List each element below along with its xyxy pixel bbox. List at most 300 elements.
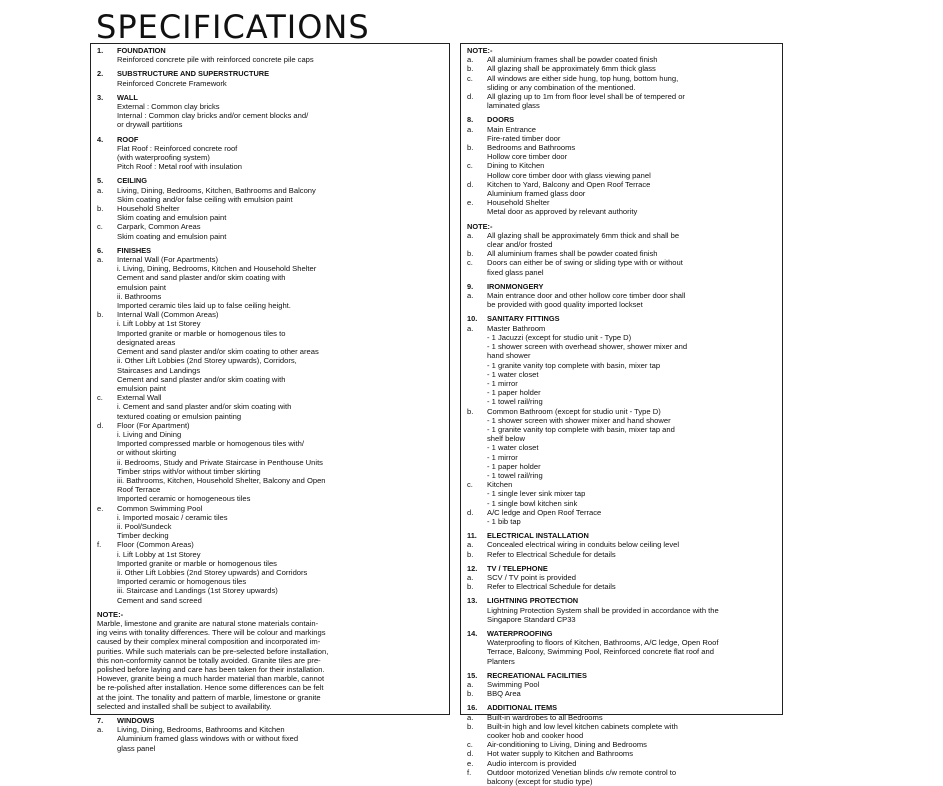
item-letter: a. xyxy=(467,230,474,240)
section-number: 13. xyxy=(467,596,478,606)
item-letter: f. xyxy=(467,767,472,777)
list-item xyxy=(467,499,776,508)
item-text: Imported granite or marble or homogenous tiles xyxy=(117,558,277,568)
item-letter xyxy=(467,453,487,462)
text-line: Internal : Common clay bricks and/or cement blocks and/ xyxy=(117,111,309,121)
item-letter xyxy=(97,283,117,292)
item-letter xyxy=(467,416,487,425)
item-text: iii. Staircase and Landings (1st Storey upwards) xyxy=(117,586,278,596)
lightning-section xyxy=(467,596,776,624)
note-heading: NOTE:- xyxy=(97,609,124,619)
item-letter xyxy=(97,586,117,595)
list-item xyxy=(467,777,776,786)
section-title: ELECTRICAL INSTALLATION xyxy=(487,531,589,541)
item-letter xyxy=(97,476,117,485)
list-item xyxy=(467,361,776,370)
item-text: ii. Other Lift Lobbies (2nd Storey upwards) and Corridors xyxy=(117,567,308,577)
item-letter xyxy=(97,264,117,273)
item-letter xyxy=(467,207,487,216)
item-text: - 1 towel rail/ring xyxy=(487,470,543,480)
list-item xyxy=(467,198,776,207)
item-letter xyxy=(97,458,117,467)
item-letter xyxy=(97,402,117,411)
item-text: - 1 towel rail/ring xyxy=(487,397,543,407)
item-letter xyxy=(97,213,117,222)
list-item xyxy=(467,480,776,489)
item-text: cooker hob and cooker hood xyxy=(487,731,584,741)
list-item xyxy=(97,430,441,439)
text-line: Terrace, Balcony, Swimming Pool, Reinforced concrete flat roof and xyxy=(487,647,714,657)
section-heading xyxy=(467,703,776,712)
list-item xyxy=(467,379,776,388)
section-number: 6. xyxy=(97,245,104,255)
list-item xyxy=(467,291,776,300)
list-item xyxy=(467,161,776,170)
window-note-section xyxy=(467,46,776,110)
section-number: 15. xyxy=(467,670,478,680)
item-text: Doors can either be of swing or sliding type with or without xyxy=(487,258,683,268)
item-text: Household Shelter xyxy=(117,204,180,214)
list-item xyxy=(97,222,441,231)
item-text: Main Entrance xyxy=(487,124,536,134)
list-item xyxy=(97,204,441,213)
item-letter: b. xyxy=(467,64,474,74)
item-text: be provided with good quality imported lockset xyxy=(487,300,643,310)
item-letter xyxy=(467,171,487,180)
item-letter xyxy=(467,83,487,92)
list-item xyxy=(467,370,776,379)
text-line: Waterproofing to floors of Kitchen, Bathrooms, A/C ledge, Open Roof xyxy=(487,638,719,648)
item-text: ii. Bedrooms, Study and Private Staircase in Penthouse Units xyxy=(117,457,323,467)
list-item xyxy=(97,213,441,222)
section-title: CEILING xyxy=(117,176,147,186)
list-item xyxy=(467,342,776,351)
list-item xyxy=(467,722,776,731)
item-letter: d. xyxy=(467,507,474,517)
item-letter xyxy=(97,430,117,439)
item-letter xyxy=(97,301,117,310)
section-heading xyxy=(467,596,776,605)
item-letter xyxy=(467,101,487,110)
item-letter: b. xyxy=(467,406,474,416)
list-item xyxy=(467,92,776,101)
list-item xyxy=(97,273,441,282)
text-line: (with waterproofing system) xyxy=(117,153,210,163)
list-item xyxy=(467,388,776,397)
item-text: i. Imported mosaic / ceramic tiles xyxy=(117,512,228,522)
left-column xyxy=(90,43,450,753)
spec-3-section xyxy=(97,93,441,130)
item-text: - 1 Jacuzzi (except for studio unit - Type D) xyxy=(487,332,632,342)
list-item xyxy=(97,301,441,310)
item-letter xyxy=(97,513,117,522)
item-text: Hollow core timber door xyxy=(487,152,568,162)
water-section xyxy=(467,629,776,666)
item-text: Hot water supply to Kitchen and Bathrooms xyxy=(487,749,634,759)
item-text: Common Swimming Pool xyxy=(117,503,203,513)
item-letter: c. xyxy=(97,393,103,403)
note-line: selected and installed shall be subject to availability. xyxy=(97,701,272,711)
item-letter: a. xyxy=(467,323,474,333)
list-item xyxy=(97,458,441,467)
item-text: - 1 granite vanity top complete with basin, mixer tap xyxy=(487,360,661,370)
item-text: sliding or any combination of the mentioned. xyxy=(487,82,636,92)
item-letter: a. xyxy=(97,725,104,735)
item-letter: c. xyxy=(467,161,473,171)
text-line: Lightning Protection System shall be provided in accordance with the xyxy=(487,605,719,615)
item-text: Household Shelter xyxy=(487,198,550,208)
item-text: Common Bathroom (except for studio unit - Type D) xyxy=(487,406,661,416)
item-text: - 1 water closet xyxy=(487,443,539,453)
item-text: Master Bathroom xyxy=(487,323,546,333)
item-text: Skim coating and emulsion paint xyxy=(117,213,227,223)
text-line: Planters xyxy=(487,656,515,666)
list-item xyxy=(97,577,441,586)
item-text: Audio intercom is provided xyxy=(487,758,577,768)
list-item xyxy=(467,573,776,582)
list-item xyxy=(467,731,776,740)
list-item xyxy=(97,504,441,513)
item-text: ii. Bathrooms xyxy=(117,291,162,301)
item-text: All aluminium frames shall be powder coated finish xyxy=(487,55,658,65)
text-line: or drywall partitions xyxy=(117,120,183,130)
item-text: Imported ceramic tiles laid up to false ceiling height. xyxy=(117,301,291,311)
item-text: emulsion paint xyxy=(117,282,166,292)
list-item xyxy=(97,232,441,241)
item-letter: b. xyxy=(467,582,474,592)
item-text: Refer to Electrical Schedule for details xyxy=(487,549,616,559)
list-item xyxy=(467,324,776,333)
electrical-section xyxy=(467,531,776,559)
item-text: Imported ceramic or homogenous tiles xyxy=(117,577,247,587)
doors-section xyxy=(467,115,776,216)
list-item xyxy=(467,249,776,258)
item-text: or without skirting xyxy=(117,448,177,458)
note-heading: NOTE:- xyxy=(467,221,493,231)
item-letter xyxy=(467,388,487,397)
list-item xyxy=(467,74,776,83)
item-letter: e. xyxy=(97,503,104,513)
item-text: Air-conditioning to Living, Dining and Bedrooms xyxy=(487,740,647,750)
list-item xyxy=(97,402,441,411)
item-letter xyxy=(97,292,117,301)
item-letter xyxy=(97,412,117,421)
item-text: - 1 mirror xyxy=(487,452,518,462)
list-item xyxy=(467,300,776,309)
item-letter: d. xyxy=(97,420,104,430)
list-item xyxy=(467,125,776,134)
item-letter: b. xyxy=(467,721,474,731)
item-letter xyxy=(467,777,487,786)
section-heading xyxy=(97,176,441,185)
item-text: Imported ceramic or homogeneous tiles xyxy=(117,494,251,504)
item-letter xyxy=(467,471,487,480)
item-letter: a. xyxy=(467,540,474,550)
list-item xyxy=(467,550,776,559)
section-title: ADDITIONAL ITEMS xyxy=(487,703,558,713)
item-letter xyxy=(97,531,117,540)
list-item xyxy=(467,258,776,267)
item-text: A/C ledge and Open Roof Terrace xyxy=(487,507,602,517)
item-text: All aluminium frames shall be powder coated finish xyxy=(487,249,658,259)
spec-5-section xyxy=(97,176,441,240)
list-item xyxy=(467,749,776,758)
item-letter: d. xyxy=(467,179,474,189)
item-letter xyxy=(467,300,487,309)
item-letter xyxy=(467,268,487,277)
item-text: hand shower xyxy=(487,351,531,361)
list-item xyxy=(467,231,776,240)
item-text: Outdoor motorized Venetian blinds c/w remote control to xyxy=(487,767,677,777)
note-line: Marble, limestone and granite are natural stone materials contain- xyxy=(97,618,319,628)
right-column xyxy=(460,43,783,786)
list-item xyxy=(97,725,441,734)
spec-6-section xyxy=(97,246,441,605)
item-text: External Wall xyxy=(117,393,162,403)
item-letter xyxy=(97,485,117,494)
list-item xyxy=(467,83,776,92)
section-number: 14. xyxy=(467,628,478,638)
item-text: All glazing up to 1m from floor level shall be of tempered or xyxy=(487,92,685,102)
list-item xyxy=(97,338,441,347)
item-text: All glazing shall be approximately 6mm thick glass xyxy=(487,64,656,74)
item-letter xyxy=(97,568,117,577)
item-text: Built-in wardrobes to all Bedrooms xyxy=(487,712,603,722)
item-letter: c. xyxy=(467,73,473,83)
text-line: Pitch Roof : Metal roof with insulation xyxy=(117,162,242,172)
list-item xyxy=(97,522,441,531)
item-letter xyxy=(467,397,487,406)
item-text: fixed glass panel xyxy=(487,267,544,277)
item-letter: e. xyxy=(467,758,474,768)
list-item xyxy=(97,531,441,540)
item-letter: a. xyxy=(467,680,474,689)
item-letter xyxy=(97,577,117,586)
item-text: Refer to Electrical Schedule for details xyxy=(487,582,616,592)
item-letter xyxy=(467,425,487,434)
item-text: i. Cement and sand plaster and/or skim coating with xyxy=(117,402,292,412)
item-text: Fire-rated timber door xyxy=(487,133,561,143)
list-item xyxy=(97,467,441,476)
list-item xyxy=(97,421,441,430)
note-line: caused by their complex mineral composition and incorporated im- xyxy=(97,637,321,647)
door-note-section xyxy=(467,222,776,277)
item-text: - 1 bib tap xyxy=(487,516,521,526)
item-text: Skim coating and emulsion paint xyxy=(117,231,227,241)
item-text: Living, Dining, Bedrooms, Bathrooms and Kitchen xyxy=(117,725,285,735)
item-text: Aluminium framed glass windows with or without fixed xyxy=(117,734,299,744)
text-line: Reinforced concrete pile with reinforced concrete pile caps xyxy=(117,55,314,65)
item-letter: a. xyxy=(467,55,474,65)
list-item xyxy=(467,540,776,549)
text-line: Singapore Standard CP33 xyxy=(487,614,576,624)
item-text: Metal door as approved by relevant authority xyxy=(487,207,638,217)
list-item xyxy=(97,329,441,338)
item-text: Kitchen xyxy=(487,480,513,490)
section-heading xyxy=(97,69,441,78)
list-item xyxy=(467,434,776,443)
item-text: Bedrooms and Bathrooms xyxy=(487,143,576,153)
list-item xyxy=(467,471,776,480)
item-letter xyxy=(467,499,487,508)
section-number: 10. xyxy=(467,314,478,324)
item-letter xyxy=(97,384,117,393)
item-text: ii. Other Lift Lobbies (2nd Storey upwards), Corridors, xyxy=(117,356,297,366)
item-letter xyxy=(467,189,487,198)
item-letter xyxy=(97,522,117,531)
section-heading xyxy=(467,671,776,680)
list-item xyxy=(97,744,441,753)
list-item xyxy=(467,582,776,591)
list-item xyxy=(467,171,776,180)
item-text: Staircases and Landings xyxy=(117,365,201,375)
item-letter: d. xyxy=(467,92,474,102)
item-letter: b. xyxy=(467,549,474,559)
section-number: 12. xyxy=(467,563,478,573)
item-text: - 1 water closet xyxy=(487,369,539,379)
section-number: 4. xyxy=(97,134,104,144)
section-title: FOUNDATION xyxy=(117,46,166,55)
list-item xyxy=(97,513,441,522)
section-title: WINDOWS xyxy=(117,716,155,726)
item-text: laminated glass xyxy=(487,101,540,111)
iron-section xyxy=(467,282,776,310)
list-item xyxy=(467,143,776,152)
item-text: Aluminium framed glass door xyxy=(487,189,586,199)
item-letter xyxy=(467,434,487,443)
item-text: textured coating or emulsion painting xyxy=(117,411,242,421)
item-text: Internal Wall (For Apartments) xyxy=(117,255,218,265)
list-item xyxy=(467,134,776,143)
list-item xyxy=(97,734,441,743)
item-text: i. Living, Dining, Bedrooms, Kitchen and Household Shelter xyxy=(117,264,317,274)
section-heading xyxy=(467,629,776,638)
item-letter xyxy=(97,319,117,328)
item-letter xyxy=(97,494,117,503)
section-title: LIGHTNING PROTECTION xyxy=(487,596,579,606)
section-title: RECREATIONAL FACILITIES xyxy=(487,670,587,680)
list-item xyxy=(97,448,441,457)
spec-2-section xyxy=(97,69,441,87)
item-letter xyxy=(97,448,117,457)
item-letter xyxy=(97,356,117,365)
list-item xyxy=(467,680,776,689)
item-text: - 1 shower screen with overhead shower, shower mixer and xyxy=(487,342,688,352)
item-letter xyxy=(467,351,487,360)
list-item xyxy=(467,416,776,425)
item-text: - 1 single lever sink mixer tap xyxy=(487,489,586,499)
item-letter xyxy=(97,366,117,375)
item-letter xyxy=(467,152,487,161)
list-item xyxy=(97,366,441,375)
note-line: this non-conformity cannot be totally avoided. Granite tiles are pre- xyxy=(97,655,321,665)
item-text: iii. Bathrooms, Kitchen, Household Shelter, Balcony and Open xyxy=(117,475,326,485)
item-letter xyxy=(97,439,117,448)
page-title: SPECIFICATIONS xyxy=(96,8,370,46)
item-text: - 1 single bowl kitchen sink xyxy=(487,498,578,508)
section-number: 11. xyxy=(467,531,477,541)
list-item xyxy=(97,476,441,485)
item-letter: a. xyxy=(467,572,474,582)
item-text: Kitchen to Yard, Balcony and Open Roof Terrace xyxy=(487,179,651,189)
item-letter xyxy=(97,467,117,476)
item-letter xyxy=(97,734,117,743)
item-letter xyxy=(97,559,117,568)
item-text: Swimming Pool xyxy=(487,680,540,689)
section-title: SUBSTRUCTURE AND SUPERSTRUCTURE xyxy=(117,69,270,79)
list-item xyxy=(97,485,441,494)
item-text: - 1 granite vanity top complete with basin, mixer tap and xyxy=(487,424,675,434)
section-heading xyxy=(97,246,441,255)
section-title: IRONMONGERY xyxy=(487,281,544,291)
item-text: Internal Wall (Common Areas) xyxy=(117,310,219,320)
item-letter xyxy=(97,550,117,559)
item-text: clear and/or frosted xyxy=(487,240,553,250)
list-item xyxy=(97,568,441,577)
item-letter xyxy=(467,517,487,526)
recreation-section xyxy=(467,671,776,699)
note-line: However, granite being a much harder material than marble, cannot xyxy=(97,674,325,684)
note-line: polished before laying and care has been taken for their installation. xyxy=(97,665,325,674)
item-letter: a. xyxy=(467,291,474,301)
item-letter: d. xyxy=(467,749,474,759)
item-text: Floor (For Apartment) xyxy=(117,420,190,430)
sanitary-section xyxy=(467,314,776,526)
section-number: 5. xyxy=(97,176,104,186)
item-letter: a. xyxy=(467,712,474,722)
item-text: Imported compressed marble or homogenous tiles with/ xyxy=(117,439,304,449)
item-letter: b. xyxy=(97,204,104,214)
item-text: - 1 paper holder xyxy=(487,461,541,471)
list-item xyxy=(97,439,441,448)
list-item xyxy=(97,195,441,204)
item-letter: b. xyxy=(97,310,104,320)
list-item xyxy=(97,586,441,595)
item-text: Floor (Common Areas) xyxy=(117,540,194,550)
item-letter xyxy=(97,347,117,356)
item-text: - 1 shower screen with shower mixer and hand shower xyxy=(487,415,671,425)
item-text: All glazing shall be approximately 6mm thick and shall be xyxy=(487,230,680,240)
item-letter: c. xyxy=(97,222,103,232)
list-item xyxy=(97,393,441,402)
note-line: at the joint. The tonality and pattern of marble, limestone or granite xyxy=(97,692,321,702)
item-letter: c. xyxy=(467,258,473,268)
list-item xyxy=(467,489,776,498)
section-title: DOORS xyxy=(487,115,515,125)
list-item xyxy=(97,255,441,264)
list-item xyxy=(97,540,441,549)
list-item xyxy=(467,64,776,73)
item-text: Living, Dining, Bedrooms, Kitchen, Bathrooms and Balcony xyxy=(117,185,316,195)
list-item xyxy=(467,740,776,749)
spec-4-section xyxy=(97,135,441,172)
item-letter xyxy=(97,596,117,605)
item-text: Timber strips with/or without timber skirting xyxy=(117,466,261,476)
section-heading xyxy=(467,531,776,540)
list-item xyxy=(97,384,441,393)
item-letter: a. xyxy=(97,185,104,195)
section-number: 9. xyxy=(467,281,474,291)
text-line: External : Common clay bricks xyxy=(117,102,220,112)
list-item xyxy=(97,375,441,384)
item-letter: b. xyxy=(467,249,474,259)
item-text: shelf below xyxy=(487,434,525,444)
section-title: ROOF xyxy=(117,134,139,144)
list-item xyxy=(467,759,776,768)
item-text: Imported granite or marble or homogenous tiles to xyxy=(117,328,286,338)
item-text: glass panel xyxy=(117,743,156,753)
list-item xyxy=(97,596,441,605)
